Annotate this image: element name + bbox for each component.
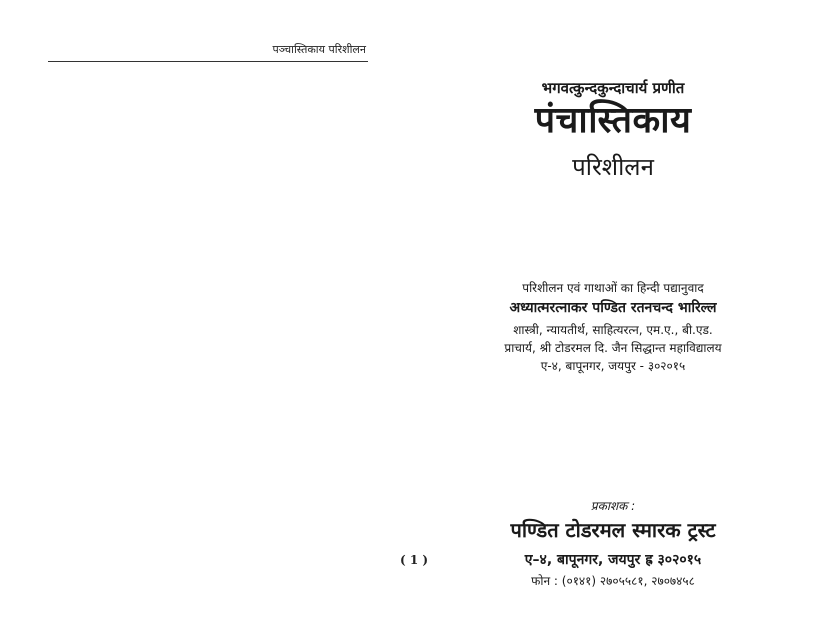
author-qualifications: शास्त्री, न्यायतीर्थ, साहित्यरत्न, एम.ए., बी.एड. <box>513 323 713 337</box>
page-number: ( 1 ) <box>400 553 429 567</box>
author-address: ए-४, बापूनगर, जयपुर - ३०२०१५ <box>540 359 686 373</box>
author-post: प्राचार्य, श्री टोडरमल दि. जैन सिद्धान्त महाविद्यालय <box>504 341 722 355</box>
publisher-address: ए–४, बापूनगर, जयपुर ह्र ३०२०१५ <box>524 552 702 568</box>
running-header <box>48 40 368 62</box>
publisher-name: पण्डित टोडरमल स्मारक ट्रस्ट <box>510 518 716 542</box>
translation-note: परिशीलन एवं गाथाओं का हिन्दी पद्यानुवाद <box>522 281 704 295</box>
author-name: अध्यात्मरत्नाकर पण्डित रतनचन्द भारिल्ल <box>509 300 717 316</box>
pranit-line: भगवत्कुन्दकुन्दाचार्य प्रणीत <box>541 79 685 97</box>
publisher-phone: फोन : (०१४१) २७०५५८१, २७०७४५८ <box>531 574 695 588</box>
book-subtitle: परिशीलन <box>572 153 654 181</box>
publisher-label: प्रकाशक : <box>590 499 636 513</box>
running-header-text: पञ्चास्तिकाय परिशीलन <box>272 43 366 56</box>
right-page <box>414 0 828 639</box>
book-title: पंचास्तिकाय <box>534 100 692 141</box>
